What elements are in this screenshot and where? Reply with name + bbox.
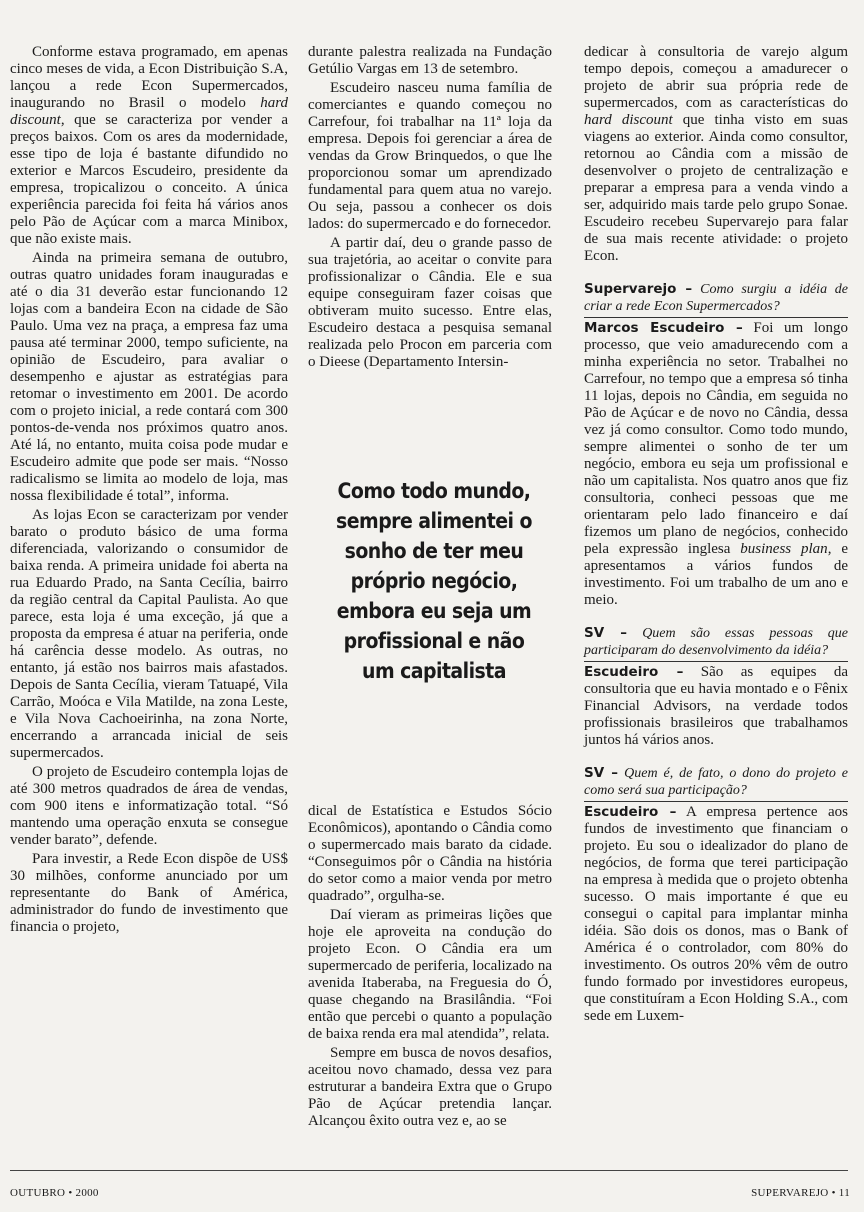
paragraph: Ainda na primeira semana de outubro, outras quatro unidades foram inauguradas e até o dia 31 deverão estar funcionando 12 lojas com a bandeira Econ na cidade de São Paulo. Uma vez na praça, a empresa faz uma pausa até terminar 2000, tempo suficiente, na opinião de Escudeiro, para avaliar o desempenho e ajustar as estratégias para retomar o investimento em 2001. De acordo com o projeto inicial, a rede contará com 300 pontos-de-venda nos próximos quatro anos. Até lá, no entanto, muita coisa pode mudar e Escudeiro admite que pode ser mais. “Nosso radicalismo se limita ao modelo de loja, mas nossa flexibilidade é total”, informa. <box>10 250 288 504</box>
pull-quote-line: próprio negócio, <box>350 569 518 593</box>
pull-quote <box>330 476 539 776</box>
paragraph: A partir daí, deu o grande passo de sua trajetória, ao aceitar o convite para profissionalizar o Cândia. Ele e sua equipe conseguiram fazer coisas que obtiveram muito sucesso. Entre elas, Escudeiro destaca a pesquisa semanal realizada pelo Procon em parceria com o Dieese (Departamento Intersin- <box>308 235 552 370</box>
pull-quote-line: sonho de ter meu <box>344 539 524 563</box>
footer-page-number: SUPERVAREJO • 11 <box>751 1187 850 1199</box>
pull-quote-line: profissional e não <box>343 629 525 653</box>
paragraph: Conforme estava programado, em apenas cinco meses de vida, a Econ Distribuição S.A, lançou a rede Econ Supermercados, inaugurando no Brasil o modelo hard discount, que se caracteriza por vender a preços baixos. Com os ares da modernidade, esse tipo de loja é bastante difundido no exterior e Marcos Escudeiro, presidente da empresa, tropicalizou o conceito. A única experiência parecida foi feita há vários anos pelo Pão de Açúcar com a marca Minibox, que não existe mais. <box>10 44 288 247</box>
paragraph: Para investir, a Rede Econ dispõe de US$ 30 milhões, conforme anunciado por um representante do Bank of América, administrador do fundo de investimento que financia o projeto, <box>10 851 288 935</box>
paragraph: Daí vieram as primeiras lições que hoje ele aproveita na condução do projeto Econ. O Cândia era um supermercado de periferia, localizado na avenida Itaberaba, na Freguesia do Ó, quase chegando na Brasilândia. “Foi então que percebi o quanto a população de baixa renda era mal atendida”, relata. <box>308 907 552 1042</box>
paragraph: Sempre em busca de novos desafios, aceitou novo chamado, dessa vez para estruturar a bandeira Extra que o Grupo Pão de Açúcar pretendia lançar. Alcançou êxito outra vez e, ao se <box>308 1045 552 1129</box>
article-column-2-bottom <box>308 803 552 1130</box>
paragraph: dical de Estatística e Estudos Sócio Econômicos), apontando o Cândia como o supermercado mais barato da cidade. “Conseguimos pôr o Cândia na história do setor como a maior venda por metro quadrado”, orgulha-se. <box>308 803 552 904</box>
pull-quote-line: embora eu seja um <box>336 599 532 623</box>
pull-quote-line: um capitalista <box>362 659 506 683</box>
interview-block-2 <box>584 625 848 749</box>
paragraph: As lojas Econ se caracterizam por vender barato o produto básico de uma forma diferenciada, valorizando o consumidor de baixa renda. A primeira unidade foi aberta na rua Eduardo Prado, na Santa Cecília, bairro da região central da Capital Paulista. Ao que parece, esta loja é uma exceção, já que a proposta da empresa é atuar na periferia, onde há carência desse modelo. As outras, no entanto, já estão nos bairros mais afastados. Depois de Santa Cecília, vieram Tatuapé, Vila Carrão, Moóca e Vila Matilde, na zona Leste, e Vila Nova Cachoeirinha, na zona Norte, encerrando a arrancada inicial de seis supermercados. <box>10 507 288 761</box>
footer-date: OUTUBRO • 2000 <box>10 1187 99 1199</box>
footer-divider <box>10 1170 848 1171</box>
paragraph: durante palestra realizada na Fundação Getúlio Vargas em 13 de setembro. <box>308 44 552 77</box>
interview-question: SV – Quem são essas pessoas que participaram do desenvolvimento da idéia? <box>584 625 848 662</box>
pull-quote-line: sempre alimentei o <box>336 509 532 533</box>
interview-block-1 <box>584 281 848 609</box>
interview-question: Supervarejo – Como surgiu a idéia de criar a rede Econ Supermercados? <box>584 281 848 318</box>
paragraph: Escudeiro nasceu numa família de comerciantes e quando começou no Carrefour, foi trabalhar na 11ª loja da empresa. Depois foi gerenciar a área de vendas da Grow Brinquedos, o que lhe proporcionou somar um aprendizado fundamental para quem atua no varejo. Ou seja, passou a conhecer os dois lados: do supermercado e do fornecedor. <box>308 80 552 232</box>
article-column-3 <box>584 44 848 1025</box>
article-column-1 <box>10 44 288 936</box>
interview-question: SV – Quem é, de fato, o dono do projeto e como será sua participação? <box>584 765 848 802</box>
pull-quote-line: Como todo mundo, <box>337 479 531 503</box>
interview-answer: Marcos Escudeiro – Foi um longo processo, que veio amadurecendo com a minha experiência no setor. Trabalhei no Carrefour, no tempo que a empresa só tinha 11 lojas, depois no Cândia, em seguida no Pão de Açúcar e de novo no Cândia, dessa vez já como consultor. Como todo mundo, sempre alimentei o sonho de ter um negócio, embora eu seja um profissional e não um capitalista. Nos quatro anos que fiz consultoria, conheci pessoas que me orientaram pelo lado financeiro e daí fizemos um plano de negócios, conhecido pela expressão inglesa business plan, e apresentamos a vários fundos de investimento. Foi um trabalho de um ano e meio. <box>584 320 848 608</box>
paragraph: O projeto de Escudeiro contempla lojas de até 300 metros quadrados de área de vendas, com 900 itens e informatização total. “Só mantendo uma operação enxuta se consegue vender barato”, defende. <box>10 764 288 848</box>
paragraph: dedicar à consultoria de varejo algum tempo depois, começou a amadurecer o projeto de abrir sua própria rede de supermercados, com as características do hard discount que tinha visto em suas viagens ao exterior. Ainda como consultor, retornou ao Cândia com a missão de desenvolver o projeto de centralização e preparar a empresa para a venda vindo a ser, adquirido mais tarde pelo grupo Sonae. Escudeiro recebeu Supervarejo para falar de sua mais recente atividade: o projeto Econ. <box>584 44 848 264</box>
article-column-2-top <box>308 44 552 371</box>
interview-answer: Escudeiro – São as equipes da consultoria que eu havia montado e o Fênix Financial Advisors, na verdade todos profissionais brasileiros que trabalhamos juntos há vários anos. <box>584 664 849 748</box>
interview-block-3 <box>584 765 848 1025</box>
interview-answer: Escudeiro – A empresa pertence aos fundos de investimento que financiam o projeto. Eu sou o idealizador do plano de negócios, de forma que terei participação na empresa à medida que o projeto obtenha sucesso. O mais importante é que eu consegui o capital para implantar minha idéia. São dois os donos, mas o Bank of América é o controlador, com 80% do investimento. Os outros 20% vêm de outro fundo formado por investidores europeus, que constituíram a Econ Holding S.A., com sede em Luxem- <box>584 804 848 1024</box>
